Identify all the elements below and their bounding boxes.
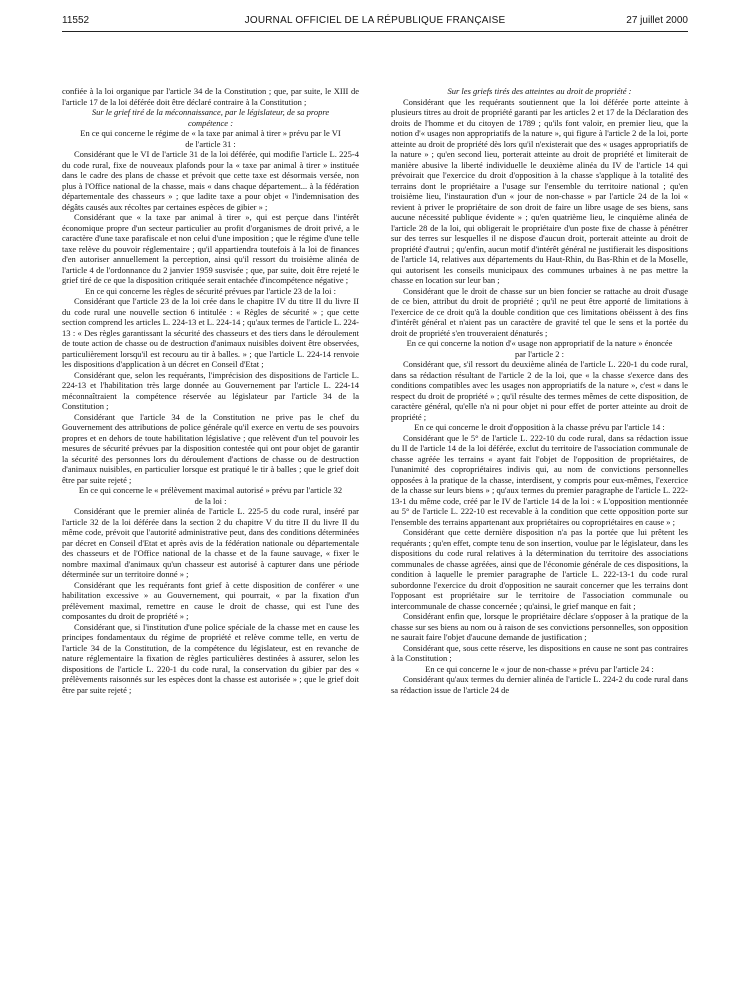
subsection-heading: En ce qui concerne le « prélèvement maximal autorisé » prévu par l'article 32 de la loi :: [78, 485, 343, 506]
paragraph: Considérant que, si l'institution d'une police spéciale de la chasse met en cause les principes fondamentaux du régime de propriété et relève comme telle, en vertu de l'article 34 de la Constitution, de la compétence du législateur, est en revanche de nature réglementaire la fixation de règles particulières destinées à assurer, selon les dispositions de l'article L. 220-1 du code rural, la conservation du gibier par des « prélèvements raisonnés sur les espèces dont la chasse est autorisée » ; que le grief doit être par suite rejeté ;: [62, 621, 359, 695]
subsection-heading: En ce qui concerne le droit d'opposition à la chasse prévu par l'article 14 :: [414, 422, 665, 432]
paragraph: Considérant que l'article 34 de la Constitution ne prive pas le chef du Gouvernement des attributions de police générale qu'il exerce en vertu de ses pouvoirs propres et en dehors de toute habilitation législative ; que relèvent d'un tel pouvoir les mesures de sécurité prévues par la disposition contestée qui ont pour objet de garantir la sécurité des personnes lors du déroulement d'actions de chasse ou de destruction d'animaux nuisibles, en particulier lorsque est pratiqué le tir à balles ; que le grief doit être par suite rejeté ;: [62, 411, 359, 485]
right-column: [391, 86, 688, 695]
section-heading: Sur les griefs tirés des atteintes au droit de propriété :: [447, 86, 632, 96]
paragraph: Considérant qu'aux termes du dernier alinéa de l'article L. 224-2 du code rural dans sa rédaction issue de l'article 24 de: [391, 674, 688, 695]
paragraph: Considérant que le VI de l'article 31 de la loi déférée, qui modifie l'article L. 225-4 du code rural, fixe de nouveaux plafonds pour la « taxe par animal à tirer » instituée dans le cadre des plans de chasse et prévoit que cette taxe est désormais versée, non plus à l'Office national de la chasse, mais « dans chaque département... à la fédération départementale des chasseurs » ; que ladite taxe a pour objet « l'indemnisation des dégâts causés aux récoltes par certaines espèces de gibier » ;: [62, 149, 359, 212]
paragraph: confiée à la loi organique par l'article 34 de la Constitution ; que, par suite, le XIII de l'article 17 de la loi déférée doit être déclaré contraire à la Constitution ;: [62, 86, 359, 107]
page-number: 11552: [62, 15, 90, 26]
subsection-heading: En ce qui concerne le « jour de non-chasse » prévu par l'article 24 :: [425, 663, 654, 674]
journal-title: JOURNAL OFFICIEL DE LA RÉPUBLIQUE FRANÇAISE: [244, 15, 506, 26]
page-header: [62, 12, 688, 30]
paragraph: Considérant que le premier alinéa de l'article L. 225-5 du code rural, inséré par l'article 32 de la loi déférée dans la section 2 du chapitre V du titre II du livre II du même code, prévoit que l'autorité administrative peut, dans des conditions déterminées par décret en Conseil d'Etat et après avis de la fédération nationale ou départementale des chasseurs et de l'Office national de la chasse et de la faune sauvage, « fixer le nombre maximal d'animaux qu'un chasseur est autorisé à capturer dans une période déterminée sur un territoire donné » ;: [62, 506, 359, 579]
paragraph: Considérant que les requérants font grief à cette disposition de conférer « une habilitation excessive » au Gouvernement, qui pourrait, « par la fixation d'un prélèvement maximal, remettre en cause le droit de chasse, qui est l'une des composantes du droit de propriété » ;: [62, 579, 359, 621]
paragraph: Considérant enfin que, lorsque le propriétaire déclare s'opposer à la pratique de la chasse sur ses biens au nom ou à raison de ses convictions personnelles, son opposition ne saurait faire l'objet d'aucune demande de justification ;: [391, 611, 688, 642]
section-heading: Sur le grief tiré de la méconnaissance, par le législateur, de sa propre compétence :: [91, 107, 330, 128]
subsection-heading: En ce qui concerne le régime de « la taxe par animal à tirer » prévu par le VI de l'article 31 :: [80, 128, 341, 149]
paragraph: Considérant que le 5° de l'article L. 222-10 du code rural, dans sa rédaction issue du II de l'article 14 de la loi déférée, exclut du territoire de l'association communale de chasse agréée les terrains « ayant fait l'objet de l'opposition de propriétaires, de l'unanimité des copropriétaires indivis qui, au nom de convictions personnelles opposées à la pratique de la chasse, interdisent, y compris pour eux-mêmes, l'exercice de la chasse sur leurs biens » ; qu'aux termes du premier paragraphe de l'article L. 222-13-1 du même code, créé par le IV de l'article 14 de la loi : « L'opposition mentionnée au 5° de l'article L. 222-10 est recevable à la condition que cette opposition porte sur l'ensemble des terrains appartenant aux propriétaires ou copropriétaires en cause » ;: [391, 432, 688, 527]
paragraph: Considérant que l'article 23 de la loi crée dans le chapitre IV du titre II du livre II du code rural une nouvelle section 6 intitulée : « Règles de sécurité » ; que cette section comprend les articles L. 224-13 et L. 224-14 ; qu'aux termes de l'article L. 224-13 : « Des règles garantissant la sécurité des chasseurs et des tiers dans le déroulement de toute action de chasse ou de destruction d'animaux nuisibles doivent être observées, particulièrement lorsqu'il est recouru au tir à balles. » ; que l'article L. 224-14 renvoie les dispositions d'application à un décret en Conseil d'Etat ;: [62, 296, 359, 369]
paragraph: Considérant que, sous cette réserve, les dispositions en cause ne sont pas contraires à la Constitution ;: [391, 642, 688, 663]
paragraph: Considérant que, s'il ressort du deuxième alinéa de l'article L. 220-1 du code rural, dans sa rédaction résultant de l'article 2 de la loi, que « la chasse s'exerce dans des conditions compatibles avec les usages non appropriatifs de la nature », c'est « dans le respect du droit de propriété » ; qu'il résulte des termes mêmes de cette disposition, de caractère général, qu'elle n'a ni pour objet ni pour effet de porter atteinte au droit de propriété ;: [391, 359, 688, 422]
paragraph: Considérant que, selon les requérants, l'imprécision des dispositions de l'article L. 224-13 et l'habilitation très large donnée au Gouvernement par l'article L. 224-14 méconnaîtraient la compétence réservée au législateur par l'article 34 de la Constitution ;: [62, 369, 359, 411]
subsection-heading: En ce qui concerne la notion d'« usage non appropriatif de la nature » énoncée par l'article 2 :: [406, 338, 673, 359]
paragraph: Considérant que les requérants soutiennent que la loi déférée porte atteinte à plusieurs titres au droit de propriété garanti par les articles 2 et 17 de la Déclaration des droits de l'homme et du citoyen de 1789 ; qu'ils font valoir, en premier lieu, que la notion d'« usages non appropriatifs de la nature », qui figure à l'article 2 de la loi, porte atteinte au droit de propriété dès lors qu'il n'existerait que des « usages appropriatifs de la nature » ; qu'en second lieu, porterait atteinte au droit de propriété et limiterait de manière abusive la liberté individuelle le deuxième alinéa du IV de l'article 14 qui prévoirait que l'exercice du droit d'opposition à la chasse s'applique à la totalité des terrains dont le propriétaire a l'usage sur l'ensemble du territoire national ; qu'en troisième lieu, l'instauration d'un « jour de non-chasse » par l'article 24 de la loi « revient à priver le propriétaire de son droit de faire un libre usage de ses biens, sans aucune nécessité publique évidente » ; qu'en quatrième lieu, le cinquième alinéa de l'article 28 de la loi, qui obligerait le propriétaire d'un poste fixe de chasse à pénétrer sur des terres sur lesquelles il ne dispose d'aucun droit, porterait atteinte au droit de propriété d'autrui ; qu'enfin, aucun motif d'intérêt général ne justifierait les dispositions de l'article 14, relatives aux départements du Haut-Rhin, du Bas-Rhin et de la Moselle, qui autorisent les conseils municipaux des communes urbaines à ne pas mettre la chasse en location sur leur ban ;: [391, 96, 688, 285]
paragraph: Considérant que le droit de chasse sur un bien foncier se rattache au droit d'usage de ce bien, attribut du droit de propriété ; qu'il ne peut être apporté de limitations à l'exercice de ce droit qu'à la double condition que ces limitations obéissent à des fins d'intérêt général et n'aient pas un caractère de gravité tel que le sens et la portée du droit de propriété s'en trouveraient dénaturés ;: [391, 285, 688, 338]
subsection-heading: En ce qui concerne les règles de sécurité prévues par l'article 23 de la loi :: [85, 285, 336, 296]
paragraph: Considérant que cette dernière disposition n'a pas la portée que lui prêtent les requérants ; qu'en effet, compte tenu de son insertion, voulue par le législateur, dans les dispositions du code rural relatives à la détermination du territoire des associations communales de chasse agréées, ainsi que de l'économie générale de ces dispositions, la condition à laquelle le premier paragraphe de l'article L. 222-13-1 du code rural subordonne l'exercice du droit d'opposition ne saurait concerner que les terrains dont l'opposant est propriétaire sur le territoire de l'association communale ou intercommunale de chasse concernée ; qu'ainsi, le grief manque en fait ;: [391, 527, 688, 611]
header-rule: [62, 31, 688, 32]
publication-date: 27 juillet 2000: [626, 15, 688, 26]
paragraph: Considérant que « la taxe par animal à tirer », qui est perçue dans l'intérêt économique propre d'un secteur particulier au profit d'organismes de droit privé, a le caractère d'une taxe parafiscale et non celui d'une imposition ; que le régime d'une telle taxe relève du pouvoir réglementaire ; qu'il appartiendra toutefois à la loi de finances d'en autoriser annuellement la perception, ainsi qu'il ressort du troisième alinéa de l'article 4 de l'ordonnance du 2 janvier 1959 susvisée ; que, par suite, doit être rejeté le grief tiré de ce que la disposition critiquée serait entachée d'incompétence négative ;: [62, 212, 359, 285]
left-column: [62, 86, 359, 695]
